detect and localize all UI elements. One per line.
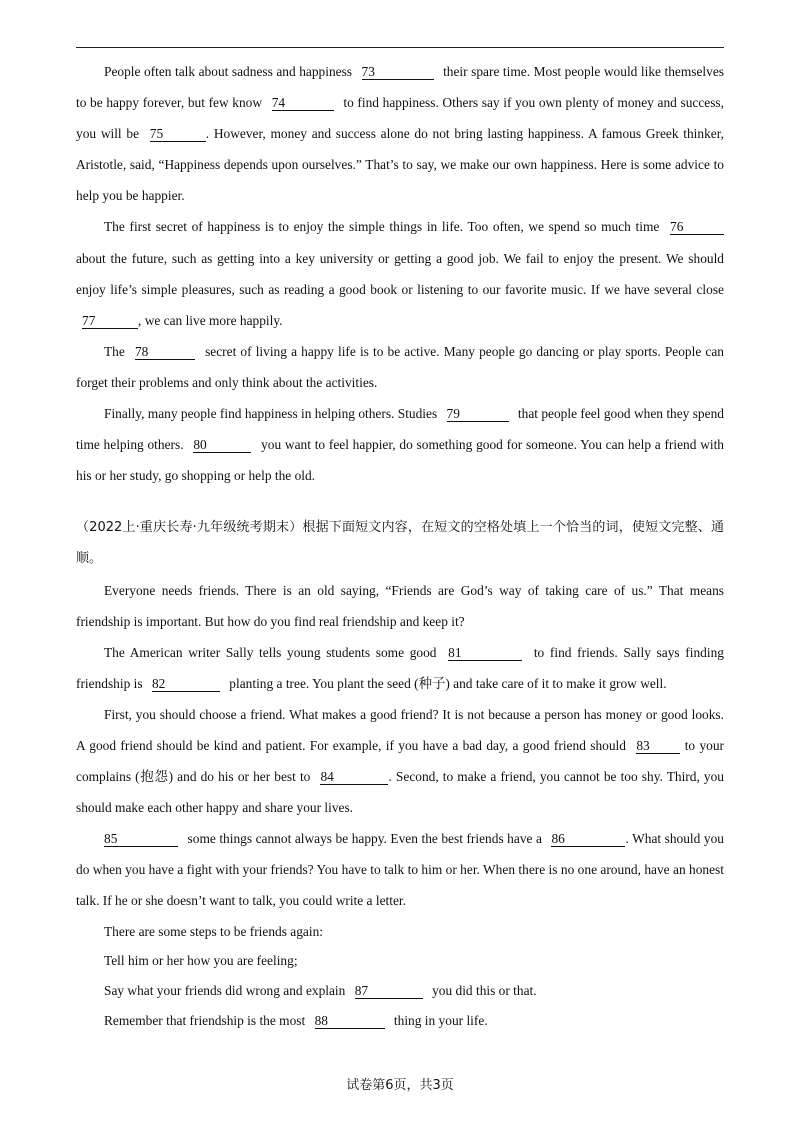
text: The first secret of happiness is to enjoy the simple things in life. Too often, we spend so much time bbox=[104, 219, 660, 235]
text: People often talk about sadness and happiness bbox=[104, 64, 353, 79]
text: . Second, to make a friend, you cannot be too shy. Third, you should make each other happy and share your lives. bbox=[76, 769, 724, 816]
blank-81[interactable]: 81 bbox=[448, 646, 522, 661]
page-footer: 试卷第6页，共3页 bbox=[346, 1078, 454, 1093]
question-header: （2022上·重庆长寿·九年级统考期末）根据下面短文内容，在短文的空格处填上一个恰当的词，使短文完整、通顺。 bbox=[76, 520, 724, 567]
passage2-paragraph-7 bbox=[76, 976, 724, 1006]
text: The bbox=[104, 343, 125, 359]
text: secret of living a happy life is to be active. Many people go dancing or play sports. People can forget their problems and only think about the activities. bbox=[76, 343, 724, 390]
text: thing in your life. bbox=[393, 1012, 488, 1028]
text: you did this or that. bbox=[432, 983, 537, 999]
text: some things cannot always be happy. Even the best friends have a bbox=[187, 831, 542, 847]
blank-73[interactable]: 73 bbox=[362, 65, 434, 80]
blank-88[interactable]: 88 bbox=[315, 1014, 385, 1029]
text: Say what your friends did wrong and explain bbox=[104, 983, 346, 999]
text: to find friends. Sally says finding friendship is bbox=[76, 644, 724, 691]
blank-85[interactable]: 85 bbox=[104, 832, 178, 847]
text: , we can live more happily. bbox=[138, 312, 283, 328]
text: . What should you do when you have a fight with your friends? You have to talk to him or her. When there is no one around, have an honest talk. If he or she doesn’t want to talk, you could write a letter. bbox=[76, 831, 724, 909]
blank-75[interactable]: 75 bbox=[150, 127, 206, 142]
passage1-paragraph-2 bbox=[76, 211, 724, 335]
section-gap bbox=[76, 491, 724, 512]
top-rule bbox=[76, 47, 724, 48]
exam-content bbox=[76, 56, 724, 1036]
blank-79[interactable]: 79 bbox=[447, 407, 509, 422]
passage2-paragraph-3 bbox=[76, 699, 724, 823]
passage2-paragraph-6: Tell him or her how you are feeling; bbox=[104, 953, 298, 969]
passage1-paragraph-3 bbox=[76, 336, 724, 398]
blank-77[interactable]: 77 bbox=[82, 314, 138, 329]
blank-87[interactable]: 87 bbox=[355, 984, 423, 999]
passage2-paragraph-5: There are some steps to be friends again: bbox=[104, 923, 324, 939]
passage1-paragraph-4 bbox=[76, 398, 724, 491]
passage1-paragraph-1 bbox=[76, 56, 724, 211]
blank-80[interactable]: 80 bbox=[193, 438, 251, 453]
text: Finally, many people find happiness in helping others. Studies bbox=[104, 406, 438, 422]
text: . However, money and success alone do not bring lasting happiness. A famous Greek thinker, Aristotle, said, “Happiness depends upon ourselves.” That’s to say, we make our own happiness. Here is some advice to help you be happier. bbox=[76, 126, 724, 204]
blank-83[interactable]: 83 bbox=[636, 739, 680, 754]
text: their spare time. Most people would like themselves to be happy forever, but few know bbox=[76, 64, 724, 111]
passage2-paragraph-2 bbox=[76, 637, 724, 699]
passage2-paragraph-1: Everyone needs friends. There is an old saying, “Friends are God’s way of taking care of us.” That means friendship is important. But how do you find real friendship and keep it? bbox=[76, 582, 724, 629]
blank-82[interactable]: 82 bbox=[152, 677, 220, 692]
blank-74[interactable]: 74 bbox=[272, 96, 334, 111]
passage2-paragraph-8 bbox=[76, 1006, 724, 1036]
text: to find happiness. Others say if you own plenty of money and success, you will be bbox=[76, 95, 724, 142]
text: you want to feel happier, do something good for someone. You can help a friend with his or her study, go shopping or help the old. bbox=[76, 437, 725, 484]
text: planting a tree. You plant the seed (种子) and take care of it to make it grow well. bbox=[229, 675, 667, 691]
text: First, you should choose a friend. What makes a good friend? It is not because a person has money or good looks. A good friend should be kind and patient. For example, if you have a bad day, a good friend should bbox=[76, 706, 724, 753]
blank-86[interactable]: 86 bbox=[551, 832, 625, 847]
text: that people feel good when they spend time helping others. bbox=[76, 406, 724, 453]
text: The American writer Sally tells young students some good bbox=[104, 644, 437, 660]
blank-76[interactable]: 76 bbox=[670, 220, 724, 235]
text: Remember that friendship is the most bbox=[104, 1012, 306, 1028]
passage2-paragraph-4 bbox=[76, 823, 724, 916]
blank-78[interactable]: 78 bbox=[135, 345, 195, 360]
text: about the future, such as getting into a key university or getting a good job. We fail to enjoy the present. We should enjoy life’s simple pleasures, such as reading a good book or listening to our favorite music. If we have several close bbox=[76, 250, 724, 297]
text: to your complains (抱怨) and do his or her best to bbox=[76, 737, 724, 785]
blank-84[interactable]: 84 bbox=[320, 770, 388, 785]
